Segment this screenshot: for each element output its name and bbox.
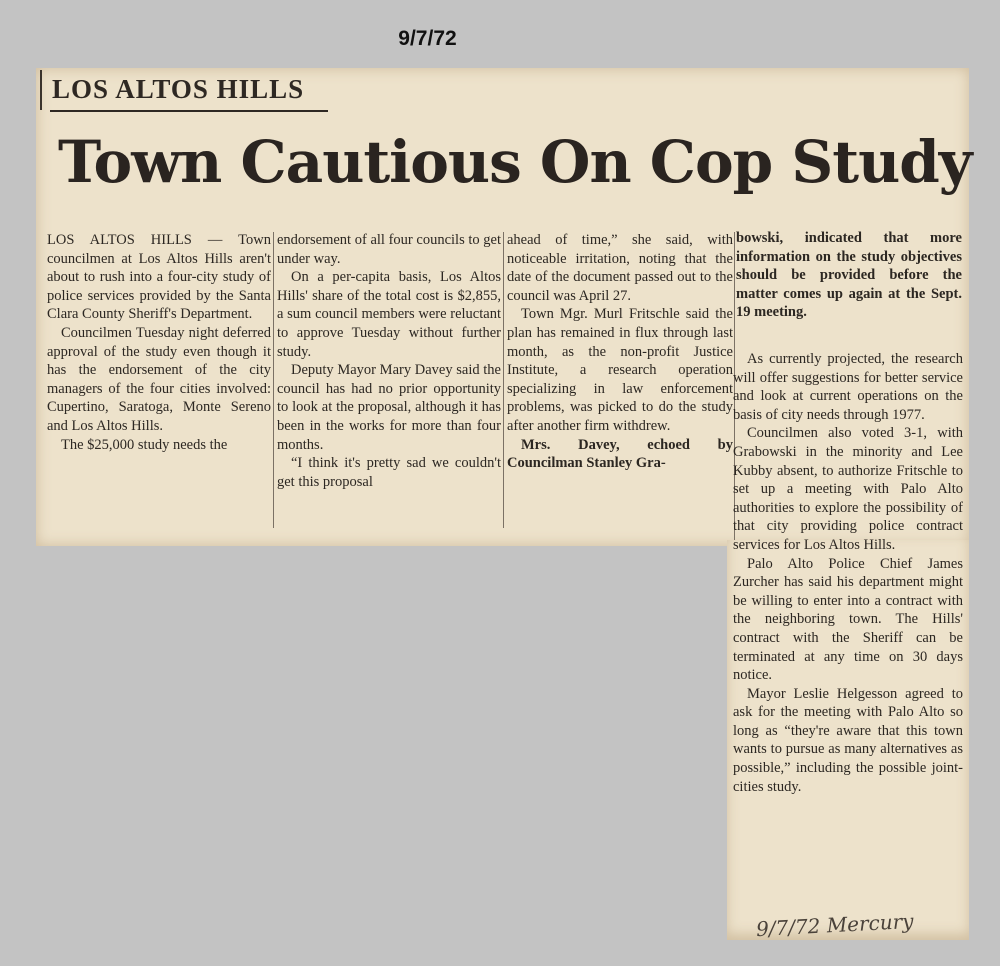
paragraph: Mayor Leslie Helgesson agreed to ask for the meeting with Palo Alto so long as “they're aware that this town wants to pursue as many alternatives as possible,” including the possible joint-cities study.: [733, 685, 963, 795]
headline: Town Cautious On Cop Study: [58, 128, 972, 196]
paragraph: On a per-capita basis, Los Altos Hills' share of the total cost is $2,855, a sum council members were reluctant to approve Tuesday without further study.: [277, 269, 501, 360]
handwritten-note: 9/7/72 Mercury: [755, 908, 915, 942]
paragraph: endorsement of all four councils to get under way.: [277, 232, 501, 267]
column-separator: [273, 232, 274, 528]
paragraph: Palo Alto Police Chief James Zurcher has said his department might be willing to enter into a contract with the neighboring town. The Hills' contract with the Sheriff can be terminated at any time on 30 days notice.: [733, 555, 963, 684]
paragraph: ahead of time,” she said, with noticeable irritation, noting that the date of the document passed out to the council was April 27.: [507, 232, 733, 304]
paragraph: As currently projected, the research will offer suggestions for better service and look at current operations on the basis of city needs through 1977.: [733, 351, 963, 423]
column-3: [507, 231, 733, 473]
paragraph: Town Mgr. Murl Fritschle said the plan has remained in flux through last month, as the non-profit Justice Institute, a research operation specializing in law enforcement problems, was picked to do the study after another firm withdrew.: [507, 306, 733, 434]
header-underline: [50, 110, 328, 112]
paragraph: “I think it's pretty sad we couldn't get this proposal: [277, 455, 501, 490]
section-header: LOS ALTOS HILLS: [52, 74, 305, 104]
paragraph: Councilmen also voted 3-1, with Grabowski in the minority and Lee Kubby absent, to authorize Fritschle to set up a meeting with Palo Alto authorities to explore the possibility of that city providing police contract services for Los Altos Hills.: [733, 425, 963, 553]
paragraph: bowski, indicated that more information on the study objectives should be provided before the matter comes up again at the Sept. 19 meeting.: [736, 230, 962, 321]
column-separator: [503, 232, 504, 528]
column-4: [736, 229, 962, 322]
paragraph: Deputy Mayor Mary Davey said the council has had no prior opportunity to look at the proposal, although it has been in the works for more than four months.: [277, 362, 501, 453]
paragraph: LOS ALTOS HILLS — Town councilmen at Los Altos Hills aren't about to rush into a four-city study of police services provided by the Santa Clara County Sheriff's Department.: [47, 232, 271, 323]
column-5: [733, 350, 963, 796]
paragraph: Mrs. Davey, echoed by Councilman Stanley Gra-: [507, 436, 733, 472]
header-bar: [40, 70, 42, 110]
date-label: 9/7/72: [398, 27, 457, 50]
paragraph: Councilmen Tuesday night deferred approval of the study even though it has the endorsement of the city managers of the four cities involved: Cupertino, Saratoga, Monte Sereno and Los Altos Hills.: [47, 324, 271, 434]
column-2: [277, 231, 501, 491]
paragraph: The $25,000 study needs the: [61, 436, 228, 453]
column-1: [47, 231, 271, 454]
